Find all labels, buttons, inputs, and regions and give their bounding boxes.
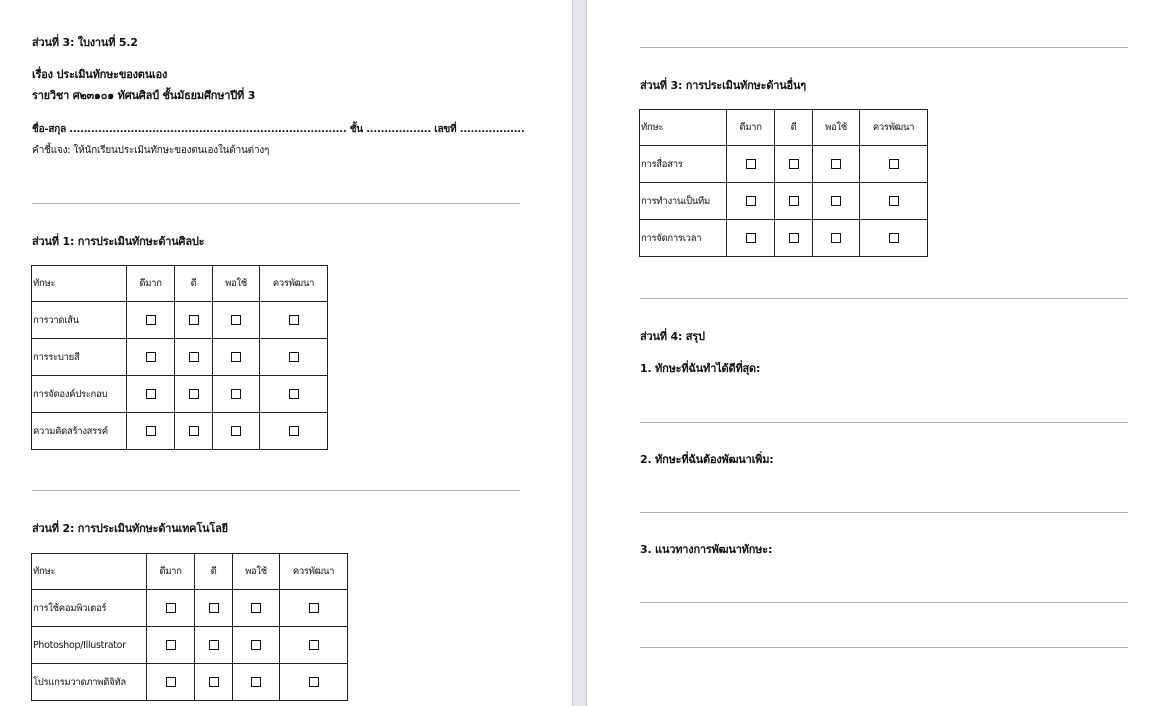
- checkbox[interactable]: [789, 233, 799, 243]
- checkbox[interactable]: [251, 640, 261, 650]
- answer-line[interactable]: [640, 422, 1128, 423]
- col-header-very-good: ดีมาก: [147, 554, 195, 590]
- divider: [640, 47, 1128, 48]
- checkbox[interactable]: [166, 640, 176, 650]
- answer-line[interactable]: [640, 602, 1128, 603]
- checkbox[interactable]: [831, 233, 841, 243]
- checkbox[interactable]: [889, 196, 899, 206]
- part3-title: ส่วนที่ 3: การประเมินทักษะด้านอื่นๆ: [640, 79, 806, 92]
- checkbox[interactable]: [746, 159, 756, 169]
- checkbox[interactable]: [231, 426, 241, 436]
- checkbox[interactable]: [146, 352, 156, 362]
- table-row: [32, 302, 328, 339]
- table-row: [640, 146, 928, 183]
- checkbox[interactable]: [189, 352, 199, 362]
- part1-table: [31, 265, 328, 450]
- right-page: [587, 0, 1155, 706]
- table-row: [32, 664, 348, 701]
- table-row: [640, 220, 928, 257]
- instruction-line: คำชี้แจง: ให้นักเรียนประเมินทักษะของตนเองในด้านต่างๆ: [32, 145, 270, 156]
- checkbox[interactable]: [309, 603, 319, 613]
- student-info-line: ชื่อ-สกุล ............................................................................. ชั้น .................. เลขที่ ..................: [32, 124, 525, 135]
- table-row: [32, 627, 348, 664]
- checkbox[interactable]: [166, 677, 176, 687]
- checkbox[interactable]: [889, 159, 899, 169]
- col-header-good: ดี: [195, 554, 233, 590]
- col-header-skill: ทักษะ: [640, 110, 727, 146]
- checkbox[interactable]: [146, 426, 156, 436]
- checkbox[interactable]: [289, 389, 299, 399]
- left-page: [0, 0, 572, 706]
- col-header-fair: พอใช้: [213, 266, 260, 302]
- checkbox[interactable]: [789, 196, 799, 206]
- table-row: [32, 376, 328, 413]
- checkbox[interactable]: [746, 233, 756, 243]
- question-skill-to-improve: 2. ทักษะที่ฉันต้องพัฒนาเพิ่ม:: [640, 453, 774, 466]
- col-header-skill: ทักษะ: [32, 554, 147, 590]
- part3-table: [639, 109, 928, 257]
- course-line: รายวิชา ศ๒๓๑๐๑ ทัศนศิลป์ ชั้นมัธยมศึกษาปีที่ 3: [32, 89, 256, 102]
- answer-line[interactable]: [640, 647, 1128, 648]
- checkbox[interactable]: [889, 233, 899, 243]
- col-header-needs-improvement: ควรพัฒนา: [280, 554, 348, 590]
- col-header-skill: ทักษะ: [32, 266, 127, 302]
- checkbox[interactable]: [831, 196, 841, 206]
- col-header-needs-improvement: ควรพัฒนา: [860, 110, 928, 146]
- checkbox[interactable]: [231, 315, 241, 325]
- subject-line: เรื่อง ประเมินทักษะของตนเอง: [32, 68, 168, 81]
- col-header-needs-improvement: ควรพัฒนา: [260, 266, 328, 302]
- row-label: การระบายสี: [32, 339, 127, 376]
- col-header-fair: พอใช้: [813, 110, 860, 146]
- checkbox[interactable]: [309, 640, 319, 650]
- checkbox[interactable]: [189, 389, 199, 399]
- checkbox[interactable]: [831, 159, 841, 169]
- row-label: การใช้คอมพิวเตอร์: [32, 590, 147, 627]
- row-label: การวาดเส้น: [32, 302, 127, 339]
- part1-title: ส่วนที่ 1: การประเมินทักษะด้านศิลปะ: [32, 235, 205, 248]
- checkbox[interactable]: [251, 603, 261, 613]
- col-header-good: ดี: [175, 266, 213, 302]
- checkbox[interactable]: [231, 352, 241, 362]
- row-label: การสื่อสาร: [640, 146, 727, 183]
- checkbox[interactable]: [189, 426, 199, 436]
- checkbox[interactable]: [189, 315, 199, 325]
- divider: [640, 298, 1128, 299]
- part2-table: [31, 553, 348, 701]
- table-row: [32, 413, 328, 450]
- checkbox[interactable]: [209, 640, 219, 650]
- checkbox[interactable]: [209, 677, 219, 687]
- table-row: [32, 339, 328, 376]
- checkbox[interactable]: [166, 603, 176, 613]
- row-label: การทำงานเป็นทีม: [640, 183, 727, 220]
- table-row: [32, 590, 348, 627]
- row-label: การจัดการเวลา: [640, 220, 727, 257]
- checkbox[interactable]: [309, 677, 319, 687]
- question-best-skill: 1. ทักษะที่ฉันทำได้ดีที่สุด:: [640, 362, 761, 375]
- row-label: โปรแกรมวาดภาพดิจิทัล: [32, 664, 147, 701]
- table-row: [640, 183, 928, 220]
- checkbox[interactable]: [789, 159, 799, 169]
- checkbox[interactable]: [251, 677, 261, 687]
- checkbox[interactable]: [146, 315, 156, 325]
- col-header-very-good: ดีมาก: [127, 266, 175, 302]
- page-gutter: [572, 0, 587, 706]
- checkbox[interactable]: [146, 389, 156, 399]
- checkbox[interactable]: [746, 196, 756, 206]
- row-label: Photoshop/Illustrator: [32, 627, 147, 664]
- col-header-fair: พอใช้: [233, 554, 280, 590]
- checkbox[interactable]: [231, 389, 241, 399]
- worksheet-title: ส่วนที่ 3: ใบงานที่ 5.2: [32, 36, 138, 49]
- col-header-good: ดี: [775, 110, 813, 146]
- answer-line[interactable]: [640, 512, 1128, 513]
- row-label: การจัดองค์ประกอบ: [32, 376, 127, 413]
- divider: [32, 203, 520, 204]
- part2-title: ส่วนที่ 2: การประเมินทักษะด้านเทคโนโลยี: [32, 522, 228, 535]
- checkbox[interactable]: [289, 426, 299, 436]
- row-label: ความคิดสร้างสรรค์: [32, 413, 127, 450]
- checkbox[interactable]: [289, 352, 299, 362]
- divider: [32, 490, 520, 491]
- col-header-very-good: ดีมาก: [727, 110, 775, 146]
- question-improvement-plan: 3. แนวทางการพัฒนาทักษะ:: [640, 543, 773, 556]
- part4-title: ส่วนที่ 4: สรุป: [640, 330, 705, 343]
- checkbox[interactable]: [209, 603, 219, 613]
- checkbox[interactable]: [289, 315, 299, 325]
